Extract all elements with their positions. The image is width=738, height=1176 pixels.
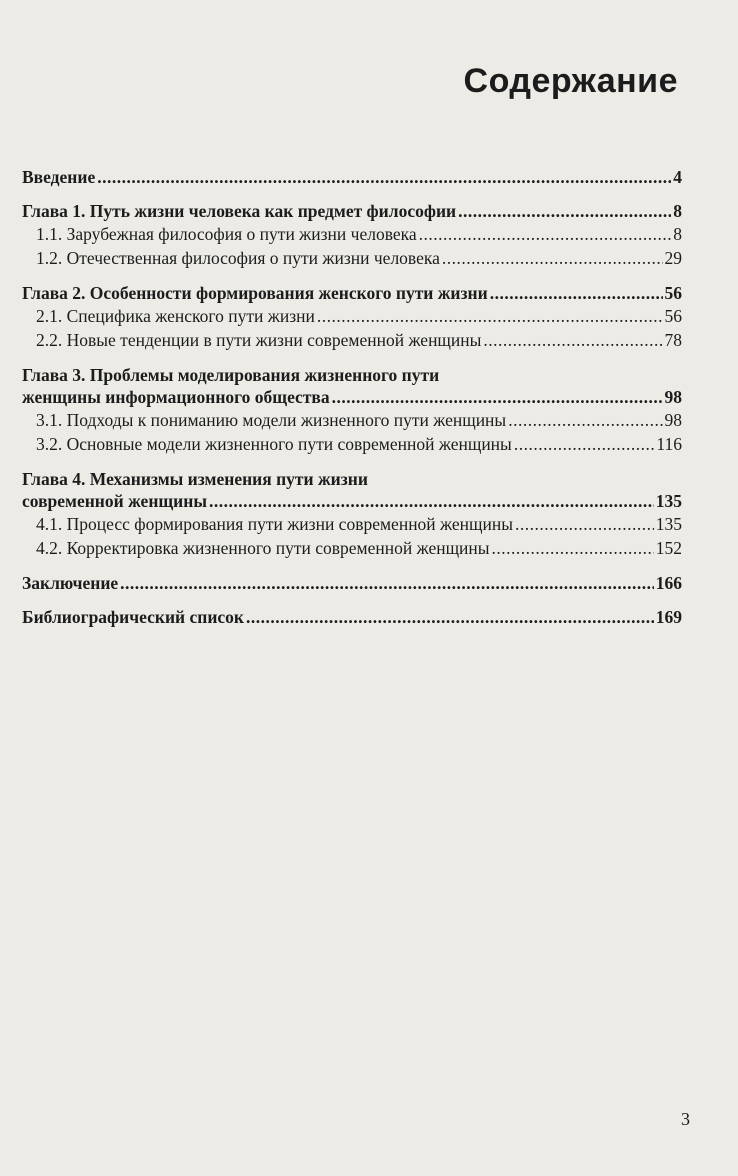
toc-entry-label: 1.1. Зарубежная философия о пути жизни человека (36, 224, 417, 244)
dot-leader (483, 328, 662, 352)
page-number: 3 (681, 1109, 690, 1129)
dot-leader (490, 282, 663, 304)
toc-chapter-heading (22, 282, 682, 304)
toc-entry-page: 116 (656, 434, 682, 454)
table-of-contents (22, 166, 682, 628)
toc-entry-label: современной женщины (22, 491, 208, 511)
dot-leader (332, 386, 663, 408)
dot-leader (458, 200, 671, 222)
toc-entry-page: 56 (664, 283, 682, 303)
page-title: Содержание (463, 62, 678, 100)
toc-chapter-heading (22, 386, 682, 408)
dot-leader (492, 536, 654, 560)
toc-entry-page: 166 (655, 573, 682, 593)
toc-entry-page: 98 (664, 410, 682, 430)
toc-entry-intro (22, 166, 682, 188)
toc-chapter-heading-line1: Глава 3. Проблемы моделирования жизненного пути (22, 365, 440, 385)
toc-chapter-heading-line1: Глава 4. Механизмы изменения пути жизни (22, 469, 368, 489)
toc-entry-label: 2.2. Новые тенденции в пути жизни современной женщины (36, 330, 482, 350)
toc-entry-page: 135 (655, 514, 682, 534)
toc-entry-page: 135 (655, 491, 682, 511)
toc-entry-page: 4 (673, 167, 682, 187)
toc-entry-label: Введение (22, 167, 96, 187)
toc-chapter-3 (22, 364, 682, 456)
toc-entry-page: 29 (664, 248, 682, 268)
dot-leader (317, 304, 663, 328)
toc-entry-page: 56 (664, 306, 682, 326)
dot-leader (442, 246, 663, 270)
toc-entry-label: женщины информационного общества (22, 387, 330, 407)
toc-entry-label: Библиографический список (22, 607, 245, 627)
dot-leader (515, 512, 654, 536)
toc-entry-label: Заключение (22, 573, 119, 593)
toc-entry-bibliography (22, 606, 682, 628)
toc-entry-conclusion (22, 572, 682, 594)
toc-entry-label: 1.2. Отечественная философия о пути жизни человека (36, 248, 440, 268)
toc-section (22, 432, 682, 456)
dot-leader (120, 572, 654, 594)
toc-chapter-heading (22, 490, 682, 512)
toc-entry-page: 8 (673, 224, 682, 244)
toc-entry-label: 3.1. Подходы к пониманию модели жизненного пути женщины (36, 410, 507, 430)
dot-leader (246, 606, 654, 628)
dot-leader (97, 166, 671, 188)
dot-leader (514, 432, 655, 456)
toc-entry-label: 3.2. Основные модели жизненного пути современной женщины (36, 434, 512, 454)
toc-entry-page: 169 (655, 607, 682, 627)
toc-section (22, 328, 682, 352)
toc-entry-label: Глава 1. Путь жизни человека как предмет философии (22, 201, 457, 221)
toc-section (22, 536, 682, 560)
toc-section (22, 408, 682, 432)
dot-leader (419, 222, 672, 246)
toc-chapter-1 (22, 200, 682, 270)
dot-leader (508, 408, 662, 432)
toc-section (22, 222, 682, 246)
toc-entry-label: 4.2. Корректировка жизненного пути современной женщины (36, 538, 490, 558)
toc-entry-page: 78 (664, 330, 682, 350)
toc-chapter-heading (22, 200, 682, 222)
toc-entry-page: 98 (664, 387, 682, 407)
toc-chapter-4 (22, 468, 682, 560)
toc-section (22, 246, 682, 270)
toc-section (22, 512, 682, 536)
toc-entry-page: 8 (673, 201, 682, 221)
toc-section (22, 304, 682, 328)
toc-entry-label: 2.1. Специфика женского пути жизни (36, 306, 315, 326)
toc-entry-page: 152 (655, 538, 682, 558)
toc-chapter-2 (22, 282, 682, 352)
dot-leader (209, 490, 654, 512)
toc-entry-label: Глава 2. Особенности формирования женского пути жизни (22, 283, 488, 303)
toc-entry-label: 4.1. Процесс формирования пути жизни современной женщины (36, 514, 514, 534)
